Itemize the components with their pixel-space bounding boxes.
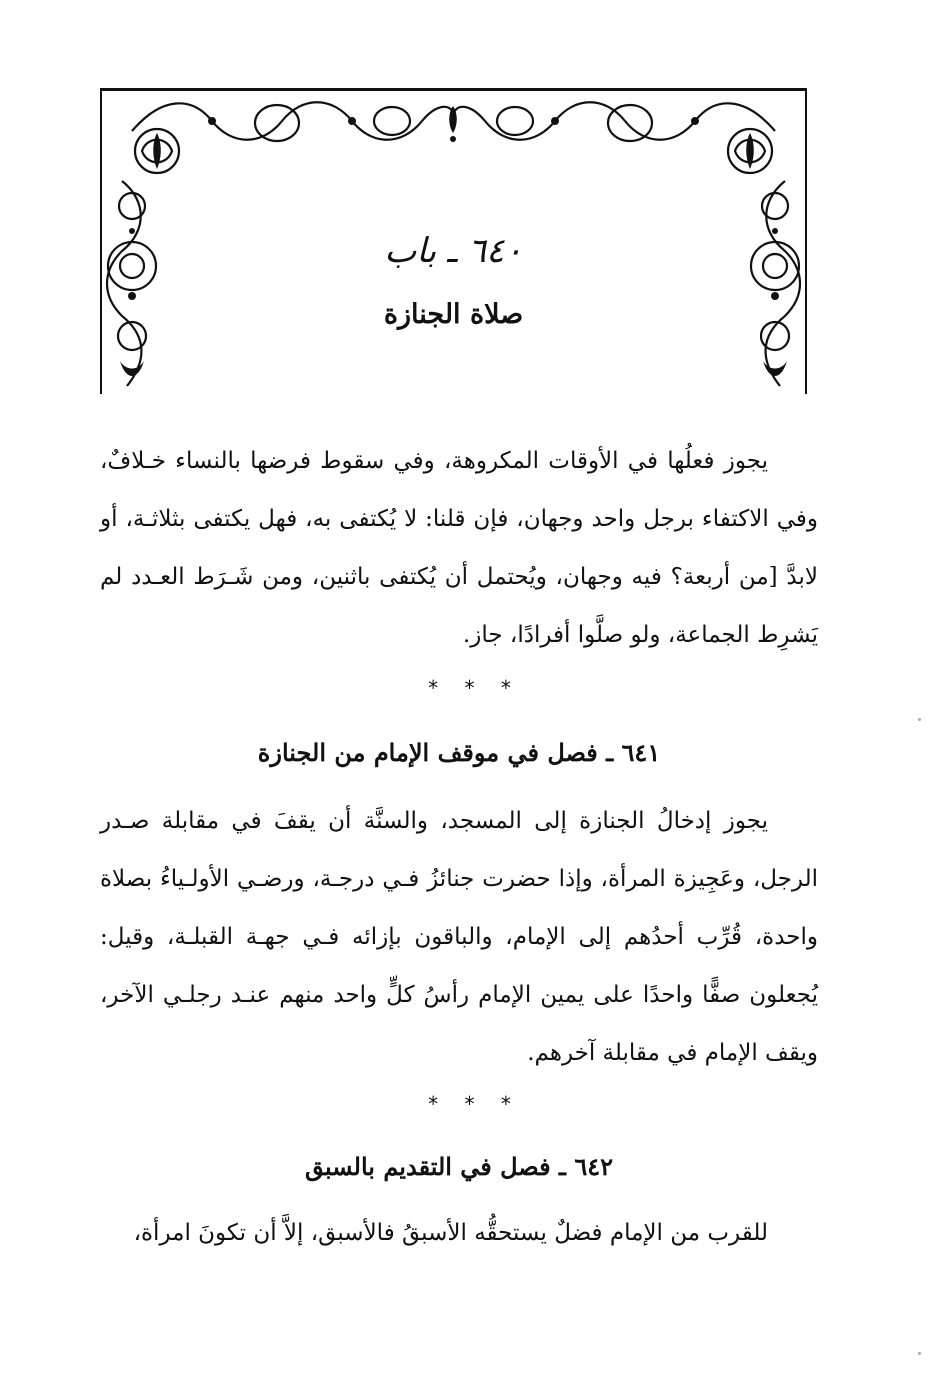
section-heading-642: ٦٤٢ ـ فصل في التقديم بالسبق	[304, 1152, 613, 1181]
section-heading-641: ٦٤١ ـ فصل في موقف الإمام من الجنازة	[257, 738, 661, 767]
ornamental-frame	[100, 88, 807, 394]
paragraph-641-text: يجوز إدخالُ الجنازة إلى المسجد، والسنَّة أن يقفَ في مقابلة صـدر الرجل، وعَجِيزة المرأة، وإذا حضرت جنائزُ فـي درجـة، ورضـي الأولـياءُ بصلاة واحدة، قُرِّب أحدُهم إلى الإمام، والباقون بإزائه فـي جهـة القبلـة، وقيل: يُجعلون صفًّا واحدًا على يمين الإمام رأسُ كلٍّ واحد منهم عنـد رجلـي الآخر، ويقف الإمام في مقابلة آخرهم.	[100, 808, 818, 1066]
margin-speck	[918, 718, 921, 721]
paragraph-641	[100, 792, 818, 1082]
paragraph-intro	[100, 432, 818, 664]
margin-speck	[918, 1352, 921, 1355]
section-separator: * * *	[428, 676, 521, 700]
paragraph-intro-text: يجوز فعلُها في الأوقات المكروهة، وفي سقوط فرضها بالنساء خـلافٌ، وفي الاكتفاء برجل واحد وجهان، فإن قلنا: لا يُكتفى به، فهل يكتفى بثلاثـة، أو لابدَّ [من أربعة؟ فيه وجهان، ويُحتمل أن يُكتفى باثنين، ومن شَـرَط العـدد لم يَشرِط الجماعة، ولو صلَّوا أفرادًا، جاز.	[100, 448, 818, 648]
chapter-number: ٦٤٠ ـ باب	[384, 231, 523, 271]
chapter-title: صلاة الجنازة	[383, 299, 524, 330]
section-separator: * * *	[428, 1092, 521, 1116]
paragraph-642	[100, 1204, 818, 1262]
paragraph-642-text: للقرب من الإمام فضلٌ يستحقُّه الأسبقُ فالأسبق، إلاَّ أن تكونَ امرأة،	[133, 1220, 768, 1246]
